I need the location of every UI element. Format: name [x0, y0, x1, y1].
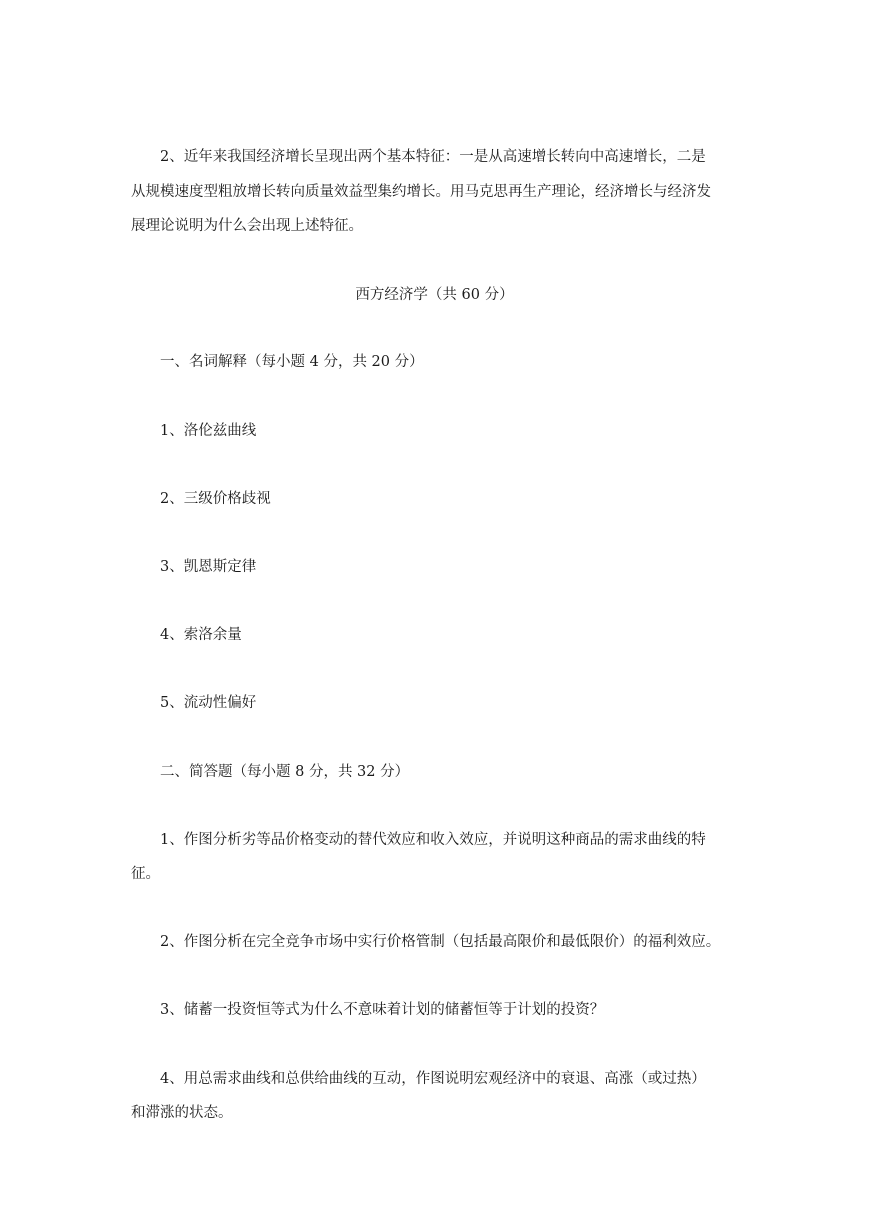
part1-heading: 一、名词解释（每小题 4 分，共 20 分）	[160, 354, 424, 370]
term-item-4: 4、索洛余量	[160, 627, 242, 643]
term-item-2: 2、三级价格歧视	[160, 491, 271, 507]
marx-q2-line1: 2、近年来我国经济增长呈现出两个基本特征：一是从高速增长转向中高速增长，二是	[160, 149, 706, 165]
short-q1-line1: 1、作图分析劣等品价格变动的替代效应和收入效应，并说明这种商品的需求曲线的特	[160, 832, 706, 848]
short-q2: 2、作图分析在完全竞争市场中实行价格管制（包括最高限价和最低限价）的福利效应。	[160, 934, 721, 950]
short-q4-line2: 和滞涨的状态。	[131, 1105, 233, 1121]
section-title: 西方经济学（共 60 分）	[355, 287, 514, 303]
term-item-3: 3、凯恩斯定律	[160, 559, 257, 575]
short-q3: 3、储蓄一投资恒等式为什么不意味着计划的储蓄恒等于计划的投资？	[160, 1002, 605, 1018]
marx-q2-line2: 从规模速度型粗放增长转向质量效益型集约增长。用马克思再生产理论，经济增长与经济发	[131, 184, 711, 200]
term-item-5: 5、流动性偏好	[160, 695, 257, 711]
term-item-1: 1、洛伦兹曲线	[160, 423, 257, 439]
part2-heading: 二、简答题（每小题 8 分，共 32 分）	[160, 764, 410, 780]
marx-q2-line3: 展理论说明为什么会出现上述特征。	[131, 218, 363, 234]
short-q4-line1: 4、用总需求曲线和总供给曲线的互动，作图说明宏观经济中的衰退、高涨（或过热）	[160, 1071, 706, 1087]
short-q1-line2: 征。	[131, 866, 160, 882]
